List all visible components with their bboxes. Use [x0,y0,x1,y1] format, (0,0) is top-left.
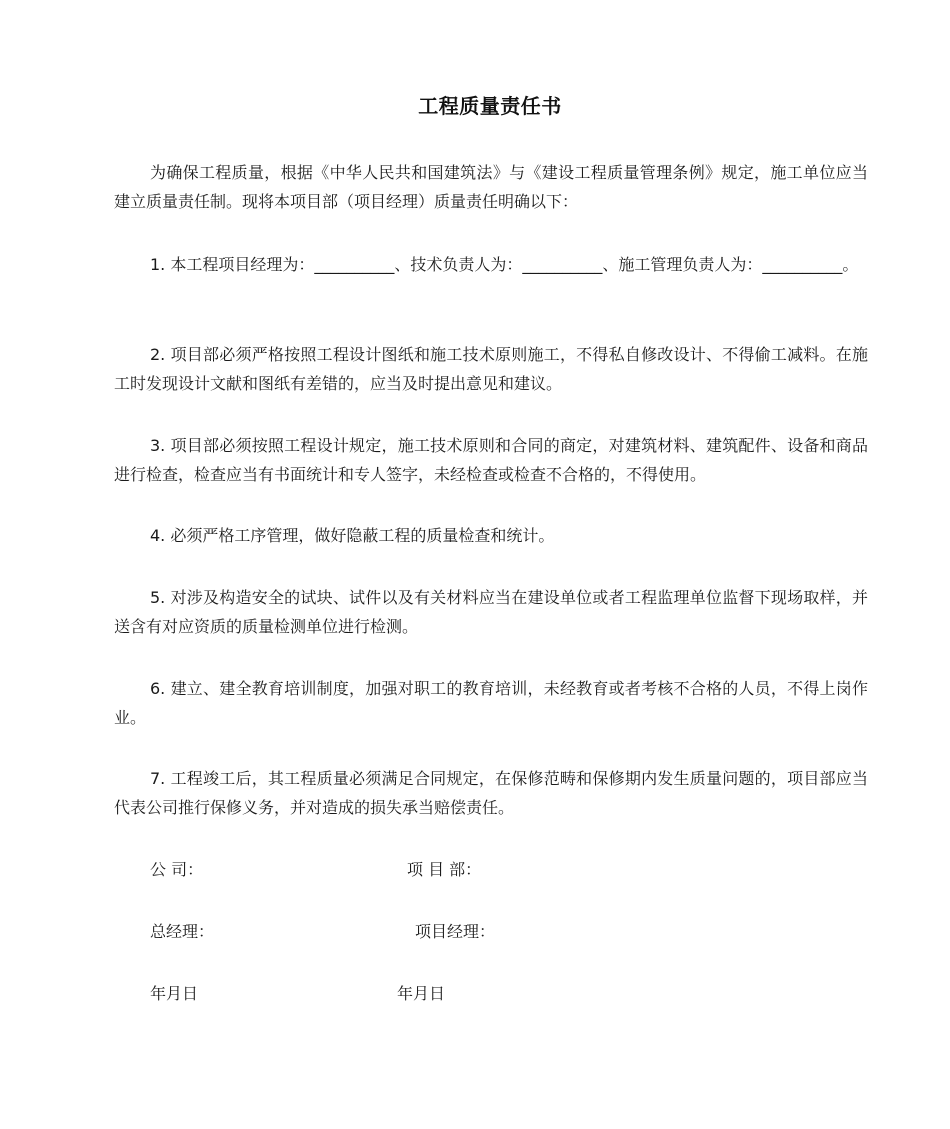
clause-3: 3. 项目部必须按照工程设计规定，施工技术原则和合同的商定，对建筑材料、建筑配件、设备和商品进行检查，检查应当有书面统计和专人签字，未经检查或检查不合格的，不得使用。 [114,436,868,484]
project-dept-label: 项 目 部： [407,860,482,879]
company-label: 公 司： [150,860,204,879]
clause-6: 6. 建立、建全教育培训制度，加强对职工的教育培训，未经教育或者考核不合格的人员，不得上岗作业。 [114,679,868,727]
clause-1: 1. 本工程项目经理为：__________、技术负责人为：__________、施工管理负责人为：__________。 [150,255,859,274]
clause-5: 5. 对涉及构造安全的试块、试件以及有关材料应当在建设单位或者工程监理单位监督下现场取样，并送含有对应资质的质量检测单位进行检测。 [114,588,868,636]
project-manager-label: 项目经理： [415,922,496,941]
intro-paragraph: 为确保工程质量，根据《中华人民共和国建筑法》与《建设工程质量管理条例》规定，施工单位应当建立质量责任制。现将本项目部（项目经理）质量责任明确以下： [114,163,868,211]
general-manager-label: 总经理： [150,922,215,941]
date-right: 年月日 [397,984,446,1003]
clause-4: 4. 必须严格工序管理，做好隐蔽工程的质量检查和统计。 [150,526,555,545]
document-title: 工程质量责任书 [418,94,562,118]
clause-2: 2. 项目部必须严格按照工程设计图纸和施工技术原则施工，不得私自修改设计、不得偷工减料。在施工时发现设计文献和图纸有差错的，应当及时提出意见和建议。 [114,345,868,393]
date-left: 年月日 [150,984,199,1003]
clause-7: 7. 工程竣工后，其工程质量必须满足合同规定，在保修范畴和保修期内发生质量问题的，项目部应当代表公司推行保修义务，并对造成的损失承当赔偿责任。 [114,769,868,817]
